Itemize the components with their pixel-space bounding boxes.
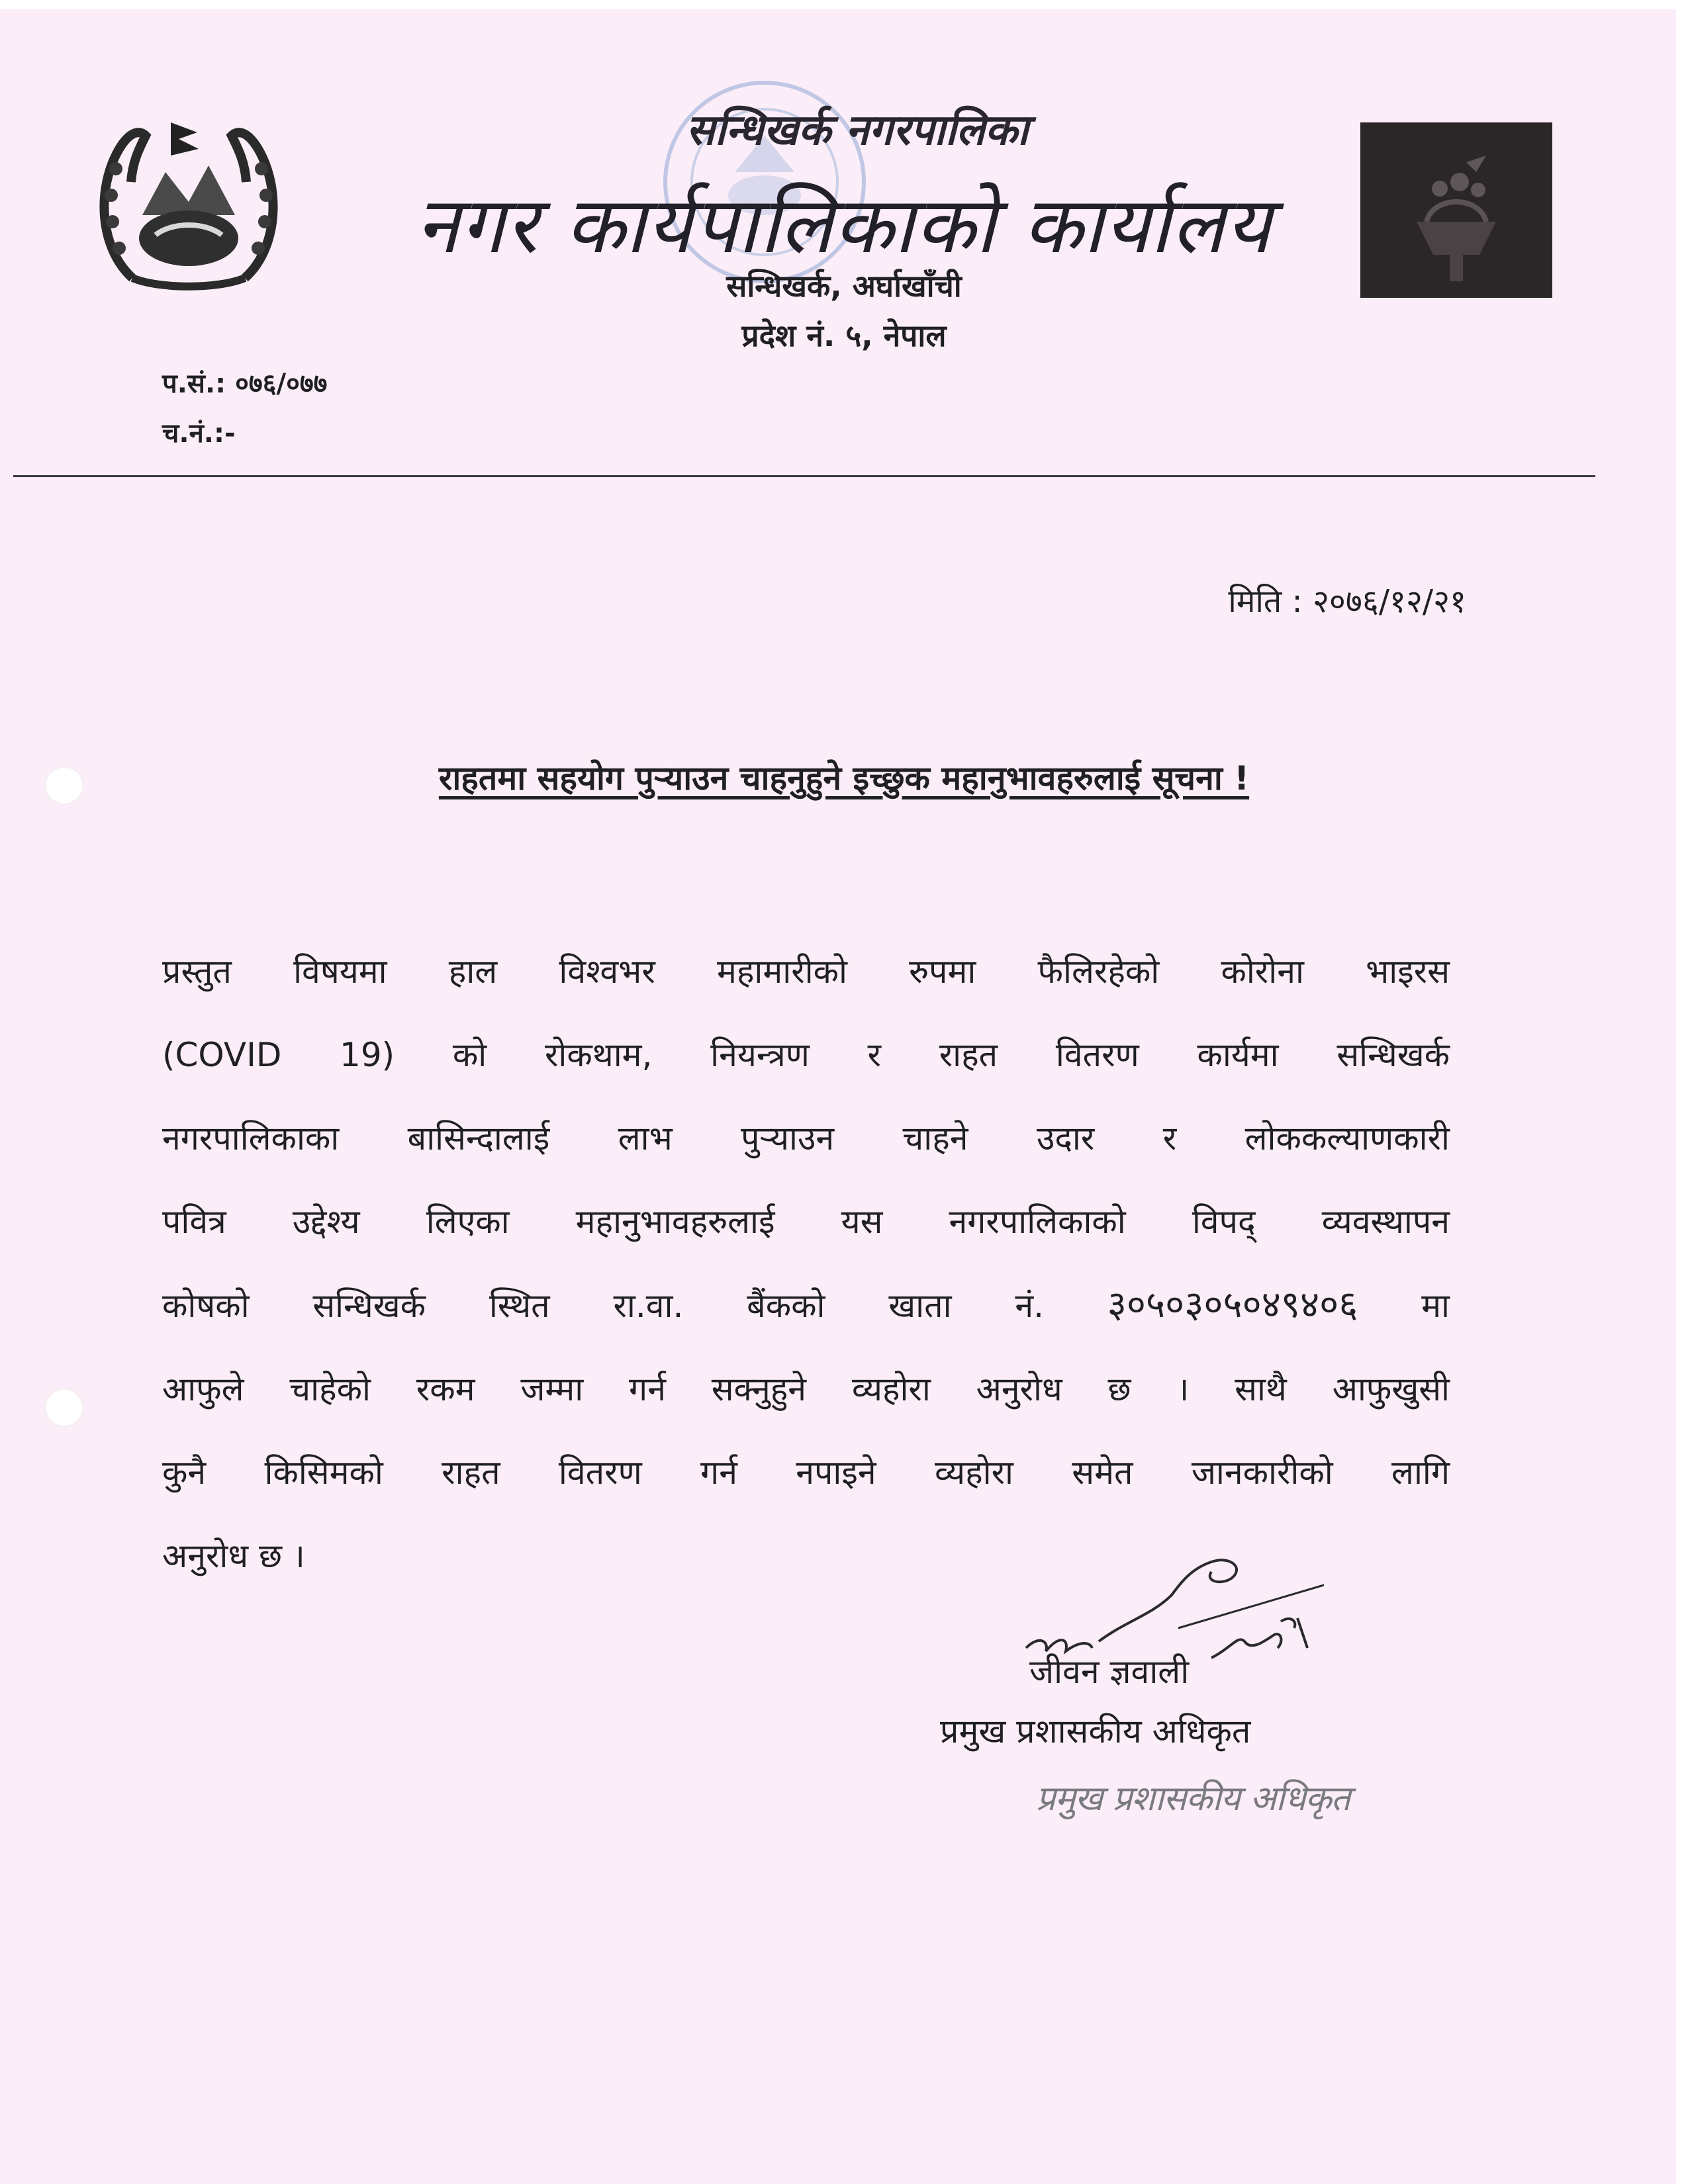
letter-date: मिति : २०७६/१२/२१ (1228, 583, 1466, 620)
body-line (162, 1263, 1450, 1347)
punch-hole (45, 1388, 83, 1427)
body-line-text: मा (1421, 1287, 1450, 1325)
municipality-name: सन्धिखर्क नगरपालिका (686, 106, 1029, 155)
body-line: पवित्र उद्देश्य लिएका महानुभावहरुलाई यस नगरपालिकाको विपद् व्यवस्थापन (162, 1203, 1450, 1241)
dispatch-number: च.नं.:- (162, 418, 236, 449)
body-line: नगरपालिकाका बासिन्दालाई लाभ पुऱ्याउन चाहने उदार र लोककल्याणकारी (162, 1119, 1450, 1158)
body-line: आफुले चाहेको रकम जम्मा गर्न सक्नुहुने व्यहोरा अनुरोध छ । साथै आफुखुसी (162, 1370, 1450, 1408)
designation-stamp: प्रमुख प्रशासकीय अधिकृत (1036, 1779, 1350, 1819)
office-name: नगर कार्यपालिकाको कार्यालय (416, 179, 1272, 271)
subject-heading (0, 754, 1688, 799)
address-line-2: प्रदेश नं. ५, नेपाल (741, 318, 947, 353)
signatory-title: प्रमुख प्रशासकीय अधिकृत (940, 1712, 1251, 1751)
body-line: अनुरोध छ । (162, 1537, 305, 1575)
account-number: ३०५०३०५०४९४०६ (1107, 1283, 1358, 1326)
body-line: प्रस्तुत विषयमा हाल विश्वभर महामारीको रुपमा फैलिरहेको कोरोना भाइरस (162, 952, 1450, 991)
subject-text: राहतमा सहयोग पुऱ्याउन चाहनुहुने इच्छुक महानुभावहरुलाई सूचना ! (438, 759, 1250, 797)
body-line: कुनै किसिमको राहत वितरण गर्न नपाइने व्यहोरा समेत जानकारीको लागि (162, 1453, 1450, 1492)
reference-number: प.सं.: ०७६/०७७ (162, 369, 328, 399)
body-line: (COVID 19) को रोकथाम, नियन्त्रण र राहत वितरण कार्यमा सन्धिखर्क (162, 1036, 1450, 1074)
header-divider (13, 475, 1595, 477)
signatory-name: जीवन ज्ञवाली (1029, 1653, 1190, 1691)
address-line-1: सन्धिखर्क, अर्घाखाँची (726, 268, 962, 304)
letter-body (162, 930, 1450, 1598)
scan-edge-top (0, 0, 1688, 9)
body-line-text: कोषको सन्धिखर्क स्थित रा.वा. बैंकको खाता नं. (162, 1287, 1044, 1325)
